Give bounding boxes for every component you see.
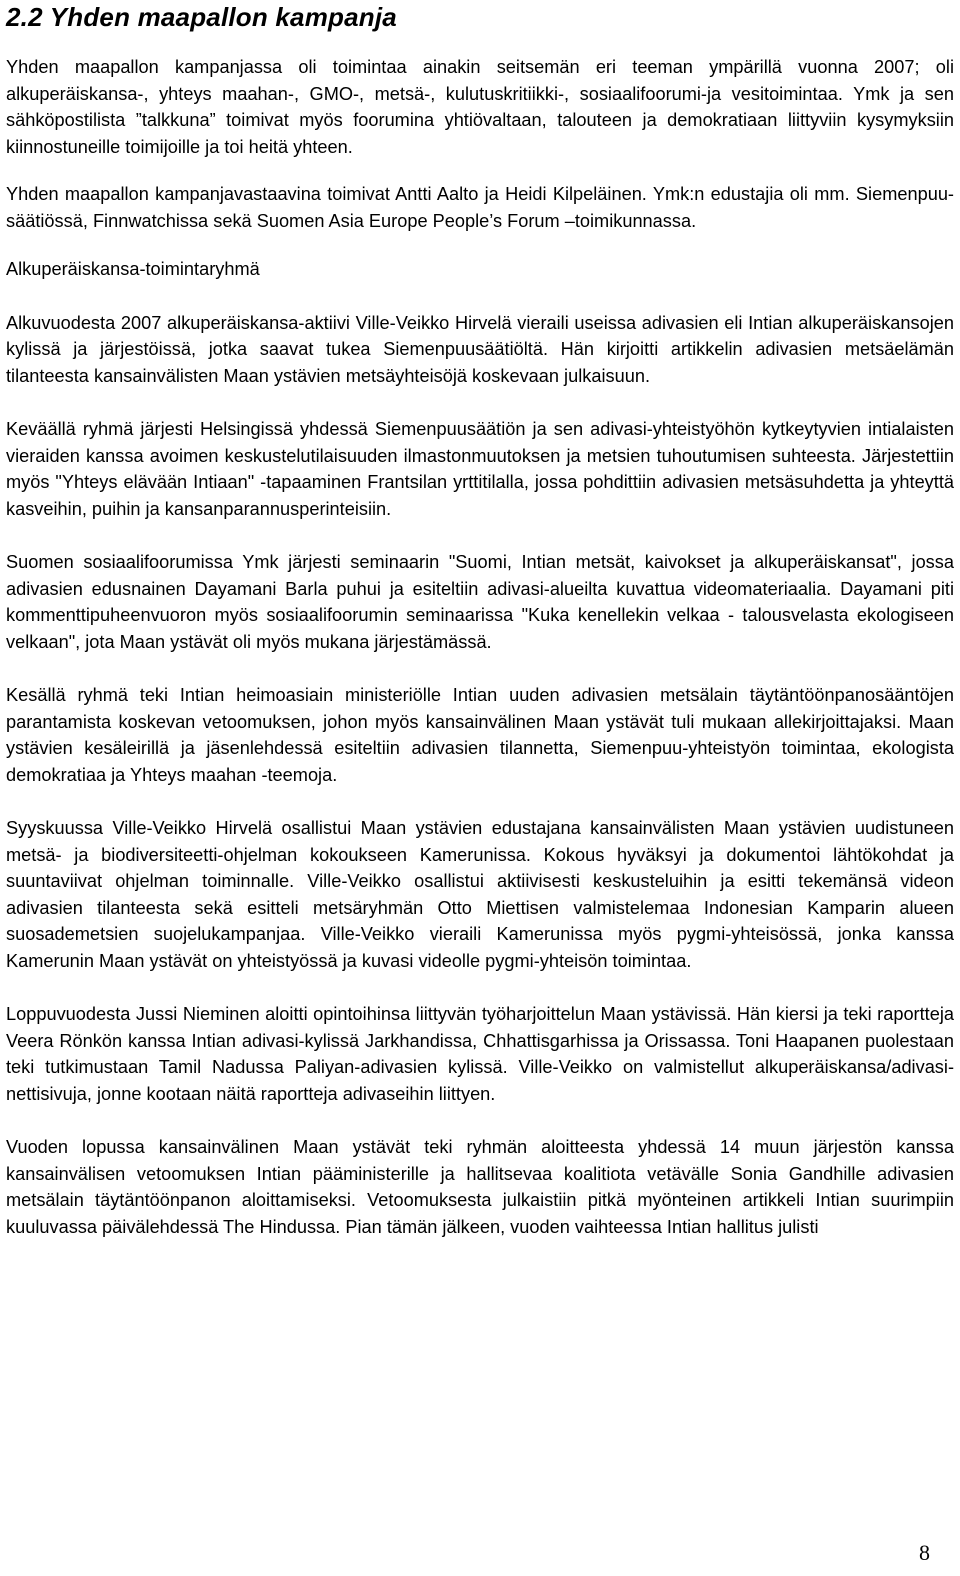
body-paragraph: Suomen sosiaalifoorumissa Ymk järjesti seminaarin "Suomi, Intian metsät, kaivokset ja alkuperäiskansat", jossa adivasien edusnainen Dayamani Barla puhui ja esiteltiin adivasi-alueilta kuvattua videomateriaalia. Dayamani piti kommenttipuheenvuoron myös sosiaalifoorumin seminaarissa "Kuka kenellekin velkaa - talousvelasta ekologiseen velkaan", jota Maan ystävät oli myös mukana järjestämässä. [6, 552, 954, 652]
document-page [6, 0, 954, 1240]
body-paragraph: Syyskuussa Ville-Veikko Hirvelä osallistui Maan ystävien edustajana kansainvälisten Maan ystävien uudistuneen metsä- ja biodiversiteetti-ohjelman kokoukseen Kamerunissa. Kokous hyväksyi ja dokumentoi lähtökohdat ja suuntaviivat ohjelman toiminnalle. Ville-Veikko osallistui aktiivisesti keskusteluihin ja esitti tekemänsä videon adivasien tilanteesta sekä esitteli metsäryhmän Otto Miettisen valmistelemaa Indonesian Kamparin alueen suosademetsien suojelukampanjaa. Ville-Veikko vieraili Kamerunissa myös pygmi-yhteisössä, jonka kanssa Kamerunin Maan ystävät on yhteistyössä ja kuvasi videolle pygmi-yhteisön toimintaa. [6, 818, 954, 971]
section-heading: 2.2 Yhden maapallon kampanja [6, 2, 397, 32]
body-paragraph: Kesällä ryhmä teki Intian heimoasiain ministeriölle Intian uuden adivasien metsälain täytäntöönpanosääntöjen parantamista koskevan vetoomuksen, johon myös kansainvälinen Maan ystävät tuli mukaan allekirjoittajaksi. Maan ystävien kesäleirillä ja jäsenlehdessä esiteltiin adivasien tilannetta, Siemenpuu-yhteistyön toimintaa, ekologista demokratiaa ja Yhteys maahan -teemoja. [6, 685, 954, 785]
body-paragraph: Loppuvuodesta Jussi Nieminen aloitti opintoihinsa liittyvän työharjoittelun Maan ystävissä. Hän kiersi ja teki raportteja Veera Rönkön kanssa Intian adivasi-kylissä Jarkhandissa, Chhattisgarhissa ja Orissassa. Toni Haapanen puolestaan teki tutkimustaan Tamil Nadussa Paliyan-adivasien kylissä. Ville-Veikko on valmistellut alkuperäiskansa/adivasi-nettisivuja, jonne kootaan näitä raportteja adivaseihin liittyen. [6, 1004, 954, 1104]
subsection-heading: Alkuperäiskansa-toimintaryhmä [6, 259, 260, 279]
page-number: 8 [919, 1540, 930, 1565]
intro-paragraph: Yhden maapallon kampanjassa oli toimintaa ainakin seitsemän eri teeman ympärillä vuonna 2007; oli alkuperäiskansa-, yhteys maahan-, GMO-, metsä-, kulutuskritiikki-, sosiaalifoorumi-ja vesitoimintaa. Ymk ja sen sähköpostilista ”talkkuna” toimivat myös foorumina yhtiövaltaan, talouteen ja demokratiaan liittyviin kysymyksiin kiinnostuneille toimijoille ja toi heitä yhteen. [6, 57, 954, 157]
body-paragraph: Vuoden lopussa kansainvälinen Maan ystävät teki ryhmän aloitteesta yhdessä 14 muun järjestön kanssa kansainvälisen vetoomuksen Intian pääministerille ja hallitsevaa koalitiota vetävälle Sonia Gandhille adivasien metsälain täytäntöönpanon aloittamiseksi. Vetoomuksesta julkaistiin pitkä myönteinen artikkeli Intian suurimpiin kuuluvassa päivälehdessä The Hindussa. Pian tämän jälkeen, vuoden vaihteessa Intian hallitus julisti [6, 1137, 954, 1237]
coordinators-paragraph: Yhden maapallon kampanjavastaavina toimivat Antti Aalto ja Heidi Kilpeläinen. Ymk:n edustajia oli mm. Siemenpuu-säätiössä, Finnwatchissa sekä Suomen Asia Europe People’s Forum –toimikunnassa. [6, 184, 954, 231]
body-paragraph: Alkuvuodesta 2007 alkuperäiskansa-aktiivi Ville-Veikko Hirvelä vieraili useissa adivasien eli Intian alkuperäiskansojen kylissä ja järjestöissä, jotka saavat tukea Siemenpuusäätiöltä. Hän kirjoitti artikkelin adivasien metsäelämän tilanteesta kansainvälisten Maan ystävien metsäyhteisöjä koskevaan julkaisuun. [6, 312, 954, 386]
body-paragraph: Keväällä ryhmä järjesti Helsingissä yhdessä Siemenpuusäätiön ja sen adivasi-yhteistyöhön kytkeytyvien intialaisten vieraiden kanssa avoimen keskustelutilaisuuden ilmastonmuutoksen ja metsien tuhoutumisen suhteesta. Järjestettiin myös "Yhteys elävään Intiaan" -tapaaminen Frantsilan yrttitilalla, jossa pohdittiin adivasien metsäsuhdetta ja yhteyttä kasveihin, puihin ja kansanparannusperinteisiin. [6, 419, 954, 519]
